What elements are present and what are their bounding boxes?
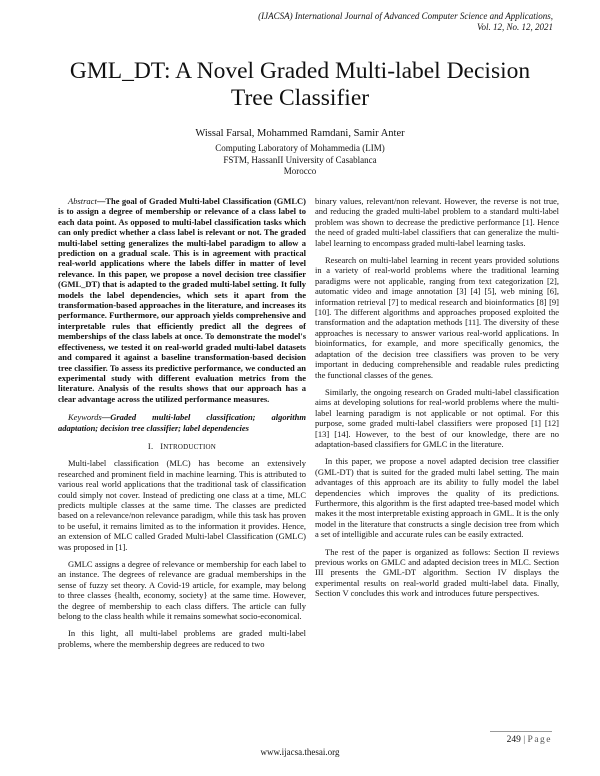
affiliation (100, 143, 500, 178)
affiliation-country: Morocco (283, 166, 317, 176)
page-separator: | (523, 735, 526, 745)
journal-name: (IJACSA) International Journal of Advanced Computer Science and Applications, (258, 11, 553, 21)
section-heading-introduction (58, 441, 306, 452)
page-label: Page (527, 735, 552, 745)
affiliation-lab: Computing Laboratory of Mohammedia (LIM) (215, 143, 385, 153)
abstract-dash: — (96, 196, 106, 206)
keywords (58, 412, 306, 433)
affiliation-university: FSTM, HassanII University of Casablanca (223, 154, 377, 165)
keywords-text: Graded multi-label classification; algorithm adaptation; decision tree classifier; label dependencies (58, 412, 306, 433)
left-column (58, 196, 306, 649)
left-paragraph-2: GMLC assigns a degree of relevance or membership for each label to an instance. The degrees of relevance are gradual memberships in the sense of fuzzy set theory. A Covid-19 article, for example, may belong to three classes {health, economy, society} at the same time. However, the degree of membership to each class differs. The article can fully belong to the class health while it remains somewhat socio-economical. (58, 559, 306, 622)
right-paragraph-1: binary values, relevant/non relevant. However, the reverse is not true, and reducing the graded multi-label problem to a standard multi-label problem was shown to decrease the predictive performance [1]. Hence the need of graded multi-label classifiers that can generalize the multi-label learning to encompass graded multi-label learning tasks. (315, 196, 559, 248)
abstract-label: Abstract (68, 196, 97, 206)
right-paragraph-2: Research on multi-label learning in recent years provided solutions in a variety of real-world problems where the traditional learning paradigms were not applicable, ranging from text categorization [2], automatic video and image annotation [3] [4] [5], web mining [6], information retrieval [7] to medical research and bioinformatics [8] [9] [10]. The different algorithms and approaches proposed exploited the transformation and the adaptation methods [11]. The diversity of these approaches is necessary to answer various real-world applications. In bioinformatics, for example, and more specifically genomics, the adaptation of the decision tree classifiers was proven to be very important in deducing comprehensible and readable rules predicting the functional classes of the genes. (315, 255, 559, 380)
abstract (58, 196, 306, 404)
left-paragraph-3: In this light, all multi-label problems are graded multi-label problems, where the membership degrees are reduced to two (58, 628, 306, 649)
running-head (173, 11, 553, 33)
section-numeral: I. (147, 440, 154, 451)
section-title-rest: NTRODUCTION (163, 442, 217, 451)
section-first-letter: I (160, 440, 164, 451)
abstract-text: The goal of Graded Multi-label Classification (GMLC) is to assign a degree of membership or relevance of a class label to each data point. As opposed to multi-label classification tasks which can only predict whether a class label is relevant or not. The graded multi-label setting generalizes the multi-label paradigm to allow a prediction on a gradual scale. This is in agreement with practical real-world applications where the labels differ in matter of level relevance. In this paper, we propose a novel decision tree classifier (GML_DT) that is adapted to the graded multi-label setting. It fully models the label dependencies, which sets it apart from the transformation-based approaches in the literature, and increases its performance. Furthermore, our approach yields comprehensive and interpretable rules that efficiently predict all the degrees of memberships of the class labels at once. To demonstrate the model's effectiveness, we tested it on real-world graded multi-label datasets and compared it against a baseline transformation-based decision tree classifier. To assess its predictive performance, we conducted an experimental study with different evaluation metrics from the literature. Analysis of the results shows that our approach has a clear advantage across the utilized performance measures. (58, 196, 306, 404)
left-paragraph-1: Multi-label classification (MLC) has become an extensively researched and prominent field in machine learning. This is attributed to various real world applications that the traditional task of classification could simply not cover. Instead of predicting one class at a time, MLC predicts multiple classes at the same time. The classes are predicted based on a relevance/non relevance paradigm, while this task has proven to be useful, it remains limited as to the information it provides. Hence, an extension of MLC called Graded Multi-label Classification (GMLC) was proposed in [1]. (58, 458, 306, 552)
right-column (315, 196, 559, 599)
page-number-block (507, 735, 552, 745)
title-line-2: Tree Classifier (230, 85, 370, 111)
right-paragraph-5: The rest of the paper is organized as follows: Section II reviews previous works on GMLC and adapted decision trees in MLC. Section III presents the GML-DT algorithm. Section IV displays the experimental results on real-world graded multi-label data. Finally, Section V concludes this work and introduces future perspectives. (315, 546, 559, 599)
keywords-dash: — (101, 412, 111, 423)
footer-rule (490, 731, 552, 732)
title-line-1: GML_DT: A Novel Graded Multi-label Decision (69, 58, 531, 84)
keywords-label: Keywords (68, 412, 102, 423)
page-number: 249 (506, 735, 521, 745)
paper-title (40, 58, 560, 112)
journal-volume: Vol. 12, No. 12, 2021 (476, 22, 553, 32)
right-paragraph-4: In this paper, we propose a novel adapted decision tree classifier (GML-DT) that is suited for the graded multi label setting. The main advantages of this approach are its ability to fully model the label dependencies which improves the quality of its predictions. Furthermore, this algorithm is the first adapted tree-based model which makes it the most interpretable existing approach in GML. It is the only model in the literature that constructs a single decision tree from which a set of intelligible and accurate rules can be easily extracted. (315, 456, 559, 540)
right-paragraph-3: Similarly, the ongoing research on Graded multi-label classification aims at developing solutions for real-world problems where the multi-label learning paradigm is not applicable or not optimal. For this purpose, some graded multi-label classifiers were proposed [1] [12] [13] [14]. However, to the best of our knowledge, there are no adaptation-based classifiers for GMLC in the literature. (315, 386, 559, 449)
author-list: Wissal Farsal, Mohammed Ramdani, Samir Anter (195, 128, 405, 139)
footer-url[interactable]: www.ijacsa.thesai.org (260, 747, 340, 757)
